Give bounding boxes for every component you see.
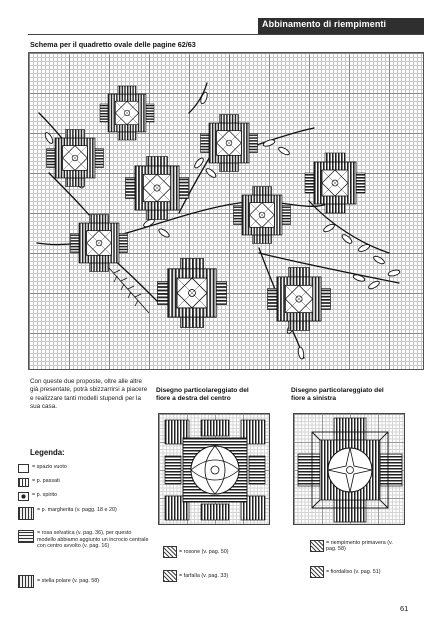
detail-legend-label: = fiordaliso (v. pag. 51)	[326, 569, 381, 575]
section-title: Abbinamento di riempimenti	[262, 19, 387, 29]
header-rule	[28, 34, 424, 35]
legend-item	[18, 575, 99, 588]
embroidery-pattern	[29, 53, 425, 371]
schema-title: Schema per il quadretto ovale delle pagine 62/63	[30, 40, 196, 49]
detail-legend-item	[163, 570, 228, 582]
legend-item-label: = p. passati	[32, 478, 60, 484]
legend-item-label: = p. spirito	[32, 492, 58, 498]
passati-stitch-icon	[18, 478, 29, 487]
legend-item-label: = spazio vuoto	[32, 464, 67, 470]
farfalla-icon	[163, 570, 177, 582]
detail-legend-item	[163, 546, 229, 558]
detail-right-pattern	[159, 414, 271, 526]
spirito-stitch-icon	[18, 492, 29, 501]
legend-title: Legenda:	[30, 448, 65, 457]
legend-item-label: = stella polare (v. pag. 58)	[37, 578, 100, 584]
legend-item	[18, 478, 60, 487]
stella-polare-icon	[18, 575, 34, 588]
detail-legend-label: = riempimento primavera (v. pag. 58)	[326, 540, 393, 552]
detail-legend-label: = rosone (v. pag. 50)	[179, 549, 229, 555]
detail-legend-label: = farfalla (v. pag. 33)	[179, 573, 229, 579]
margherita-stitch-icon	[18, 507, 34, 520]
detail-left-title	[291, 387, 384, 403]
empty-square-icon	[18, 464, 29, 473]
rosa-selvatica-icon	[18, 530, 34, 543]
intro-paragraph: Con queste due proposte, oltre alle altre già presentate, potrà sbizzarrirsi a piacere e realizzare tanti modelli stupendi per la sua casa.	[30, 378, 148, 411]
detail-legend-item	[310, 540, 396, 552]
legend-item	[18, 507, 117, 520]
detail-left-title-line1: Disegno particolareggiato del	[291, 387, 384, 394]
legend-item	[18, 530, 150, 550]
legend-item	[18, 492, 57, 501]
detail-right-title-line2: fiore a destra del centro	[156, 395, 231, 402]
legend-item-label: = p. margherita (v. pagg. 18 e 20)	[37, 507, 117, 513]
rosone-icon	[163, 546, 177, 558]
fiordaliso-icon	[310, 566, 324, 578]
detail-right-chart	[158, 413, 270, 525]
embroidery-chart	[28, 52, 424, 370]
detail-left-chart	[293, 413, 405, 525]
detail-right-title-line1: Disegno particolareggiato del	[156, 387, 249, 394]
detail-legend-item	[310, 566, 396, 578]
legend-item	[18, 464, 67, 473]
primavera-icon	[310, 540, 324, 552]
detail-left-title-line2: fiore a sinistra	[291, 395, 337, 402]
page-number: 61	[400, 604, 409, 613]
detail-right-title	[156, 387, 249, 403]
legend-item-label: = rosa selvatica (v. pag. 36), per questo modello abbiamo aggiunto un incrocio centrale con centro avvolto (v. pag. 16)	[37, 530, 149, 550]
detail-left-pattern	[294, 414, 406, 526]
